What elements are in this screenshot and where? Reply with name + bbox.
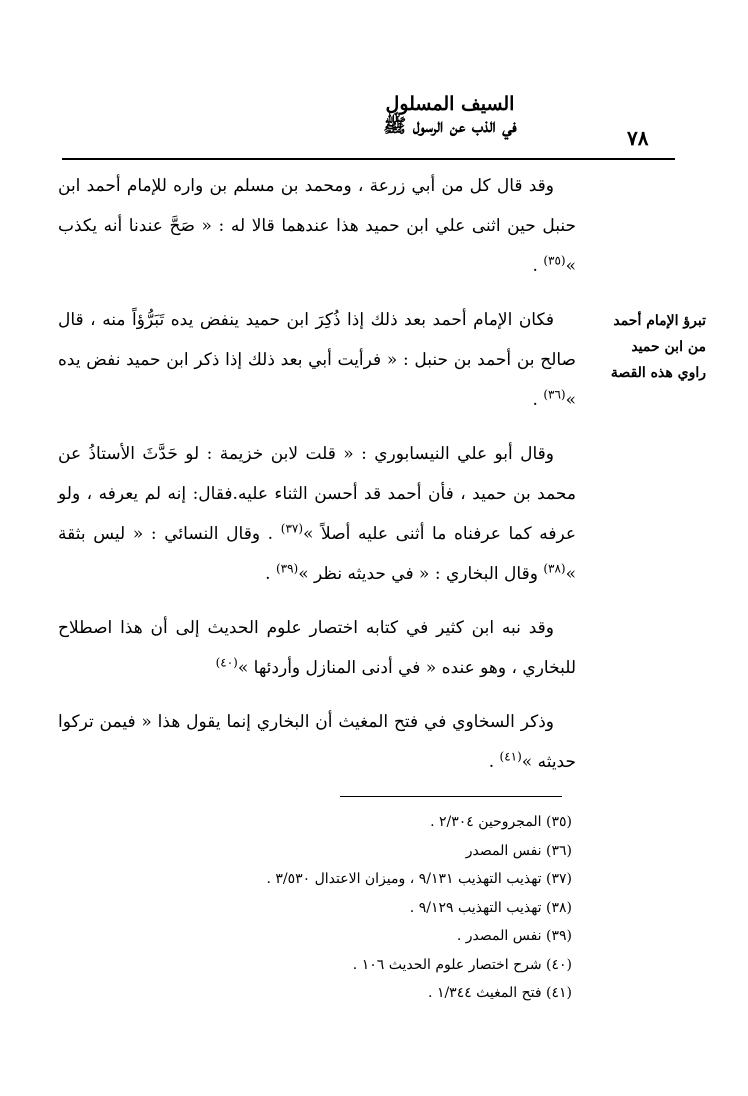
marginal-note-line3: راوي هذه القصة: [610, 365, 706, 381]
running-title-line1: السيف المسلول: [385, 93, 515, 115]
footnote-ref: (٣٧): [280, 521, 304, 536]
paragraph-text-mid: . وقال النسائي : « ليس بثقة »: [58, 524, 576, 584]
footnote: (٤٠) شرح اختصار علوم الحديث ١٠٦ .: [352, 956, 572, 973]
footnote-rule: [340, 796, 562, 797]
paragraph-tail: .: [532, 256, 538, 276]
footnote-ref: (٣٩): [275, 561, 299, 576]
paragraph-3: [58, 434, 576, 594]
paragraph-text: فكان الإمام أحمد بعد ذلك إذا ذُكِرَ ابن حميد ينفض يده تَبَرُّؤاً منه ، قال صالح بن أحمد بن حنبل : « فرأيت أبي بعد ذلك إذا ذكر ابن حميد نفض يده »: [58, 310, 576, 410]
paragraph-tail: .: [532, 390, 538, 410]
running-title: [320, 94, 580, 138]
paragraph-5: [58, 702, 576, 782]
marginal-note-line2: من ابن حميد: [631, 339, 706, 355]
paragraph-text: وقد قال كل من أبي زرعة ، ومحمد بن مسلم بن واره للإمام أحمد ابن حنبل حين اثنى علي ابن حميد هذا عندهما قالا له : « صَحَّ عندنا أنه يكذب »: [58, 176, 576, 276]
paragraph-4: [58, 608, 576, 688]
footnote: (٤١) فتح المغيث ١/٣٤٤ .: [428, 985, 572, 1001]
paragraph-1: [58, 166, 576, 286]
footnote-ref: (٣٦): [543, 387, 566, 402]
footnotes: [200, 808, 572, 1008]
footnote: (٣٧) تهذيب التهذيب ٩/١٣١ ، وميزان الاعتدال ٣/٥٣٠ .: [266, 871, 572, 887]
footnote: (٣٦) نفس المصدر: [465, 842, 572, 859]
paragraph-text-mid2: وقال البخاري : « في حديثه نظر »: [298, 564, 538, 584]
footnote-ref: (٤١): [499, 749, 522, 764]
paragraph-2: [58, 300, 576, 420]
paragraph-text: وقال أبو علي النيسابوري : « قلت لابن خزيمة : لو حَدَّثَ الأستاذُ عن محمد بن حميد ، فأن أحمد قد أحسن الثناء عليه.فقال: إنه لم يعرفه ، ولو عرفه كما عرفناه ما أثنى عليه أصلاً »: [58, 444, 576, 544]
page-number: ٧٨: [627, 126, 649, 150]
paragraph-text: وذكر السخاوي في فتح المغيث أن البخاري إنما يقول هذا « فيمن تركوا حديثه »: [58, 712, 576, 772]
marginal-note: [592, 308, 706, 386]
footnote: (٣٨) تهذيب التهذيب ٩/١٢٩ .: [409, 899, 572, 916]
footnote: (٣٩) نفس المصدر .: [456, 928, 572, 944]
footnote-ref: (٣٨): [543, 561, 566, 576]
footnote-ref: (٤٠): [215, 655, 238, 670]
marginal-note-line1: تبرؤ الإمام أحمد: [613, 313, 706, 329]
paragraph-text: وقد نبه ابن كثير في كتابه اختصار علوم الحديث إلى أن هذا اصطلاح للبخاري ، وهو عنده « في أدنى المنازل وأردئها »: [58, 618, 576, 678]
footnote: (٣٥) المجروحين ٢/٣٠٤ .: [430, 814, 572, 830]
header-rule: [62, 158, 675, 160]
paragraph-tail: .: [265, 564, 271, 584]
paragraph-tail: .: [488, 752, 495, 772]
running-title-line2: في الذب عن الرسول ﷺ: [383, 114, 517, 137]
footnote-ref: (٣٥): [543, 253, 566, 268]
main-text: [58, 166, 576, 796]
